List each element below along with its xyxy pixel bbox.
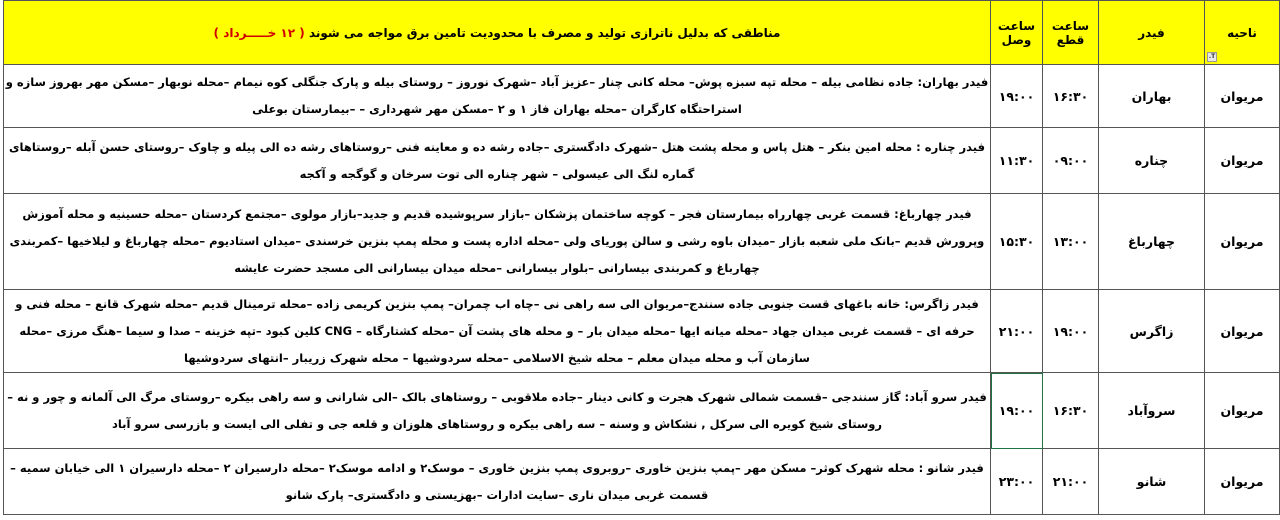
title-date: ( ۱۲ خـــــرداد )	[213, 25, 305, 40]
cut-time-cell[interactable]: ۱۶:۳۰	[1043, 373, 1099, 449]
cut-time-cell[interactable]: ۲۱:۰۰	[1043, 449, 1099, 515]
feeder-cell[interactable]: چناره	[1099, 128, 1205, 194]
region-cell[interactable]: مریوان	[1205, 373, 1280, 449]
connect-time-cell[interactable]: ۱۵:۳۰	[991, 194, 1043, 290]
header-row	[4, 1, 1280, 65]
header-connect-time-cell[interactable]	[991, 1, 1043, 65]
outage-table	[3, 0, 1280, 515]
header-title-cell[interactable]	[4, 1, 991, 65]
feeder-cell[interactable]: زاگرس	[1099, 290, 1205, 373]
cut-time-cell[interactable]: ۰۹:۰۰	[1043, 128, 1099, 194]
feeder-cell[interactable]: شانو	[1099, 449, 1205, 515]
filter-icon[interactable]: T.	[1208, 53, 1216, 60]
table-row	[4, 449, 1280, 515]
region-cell[interactable]: مریوان	[1205, 290, 1280, 373]
cut-time-cell[interactable]: ۱۹:۰۰	[1043, 290, 1099, 373]
feeder-cell[interactable]: سروآباد	[1099, 373, 1205, 449]
connect-time-cell-selected[interactable]: ۱۹:۰۰	[991, 373, 1043, 449]
areas-cell[interactable]: فیدر چناره : محله امین بنکر – هتل پاس و محله پشت هتل –شهرک دادگستری –جاده رشه ده و معاینه فنی –روستاهای رشه ده الی پیله و چاوک –روستای حسن آبله –روستاهای گماره لنگ الی عیسولی – شهر چناره الی توت سرخان و گوگجه و آکجه	[4, 128, 991, 194]
areas-cell[interactable]: فیدر زاگرس: خانه باغهای قست جنوبی جاده سنندج–مریوان الی سه راهی نی –چاه اب چمران– پمپ بنزین کریمی زاده –محله ترمینال قدیم –محله شهرک قانع – محله فنی و حرفه ای – قسمت غربی میدان جهاد –محله میانه ایها –محله میدان بار – و محله های پشت آن –محله کشتارگاه – CNG کلین کبود –تپه خزینه – صدا و سیما –هنگ مرزی –محله سازمان آب و محله میدان معلم – محله شیخ الاسلامی –محله سردوشیها – محله شهرک زریبار –انتهای سردوشیها	[4, 290, 991, 373]
feeder-cell[interactable]: بهاران	[1099, 65, 1205, 128]
region-cell[interactable]: مریوان	[1205, 449, 1280, 515]
header-feeder-cell[interactable]	[1099, 1, 1205, 65]
table-row	[4, 290, 1280, 373]
table-row	[4, 128, 1280, 194]
table-row	[4, 194, 1280, 290]
title-main: مناطقی که بدلیل ناترازی تولید و مصرف با محدودیت تامین برق مواجه می شوند	[308, 25, 781, 40]
header-connect-time-label: ساعت وصل	[997, 18, 1036, 47]
areas-cell[interactable]: فیدر شانو : محله شهرک کوثر– مسکن مهر –پمپ بنزین خاوری –روبروی پمپ بنزین خاوری – موسک۲ و ادامه موسک۲ –محله دارسیران ۲ –محله دارسیران ۱ الی خیابان سمیه –قسمت غربی میدان ناری –سایت ادارات –بهزیستی و دادگستری– پارک شانو	[4, 449, 991, 515]
table-row	[4, 65, 1280, 128]
connect-time-cell[interactable]: ۲۳:۰۰	[991, 449, 1043, 515]
header-cut-time-cell[interactable]	[1043, 1, 1099, 65]
header-region-cell[interactable]	[1205, 1, 1280, 65]
connect-time-cell[interactable]: ۱۱:۳۰	[991, 128, 1043, 194]
cut-time-cell[interactable]: ۱۳:۰۰	[1043, 194, 1099, 290]
header-feeder-label: فیدر	[1138, 25, 1165, 40]
connect-time-cell[interactable]: ۲۱:۰۰	[991, 290, 1043, 373]
cut-time-cell[interactable]: ۱۶:۳۰	[1043, 65, 1099, 128]
areas-cell[interactable]: فیدر بهاران: جاده نظامی بیله – محله تپه سبزه پوش– محله کانی چنار –عزیز آباد –شهرک نوروز – روستای بیله و پارک جنگلی کوه نیمام –محله نوبهار –مسکن مهر بهروز سازه و استراحتگاه کارگران –محله بهاران فاز ۱ و ۲ –مسکن مهر شهرداری – –بیمارستان بوعلی	[4, 65, 991, 128]
areas-cell[interactable]: فیدر چهارباغ: قسمت غربی چهارراه بیمارستان فجر – کوچه ساختمان پزشکان –بازار سرپوشیده قدیم و جدید–بازار مولوی –مجتمع کردستان –محله حسینیه و محله آموزش وپرورش قدیم –بانک ملی شعبه بازار –میدان باوه رشی و سالن پوریای ولی –محله اداره پست و محله پمپ بنزین خرسندی –میدان استادیوم –محله چهارباغ و لیلاخیها –کمربندی چهارباغ و کمربندی بیسارانی –بلوار بیسارانی –محله میدان بیسارانی الی مسجد حضرت عایشه	[4, 194, 991, 290]
feeder-cell[interactable]: چهارباغ	[1099, 194, 1205, 290]
region-cell[interactable]: مریوان	[1205, 128, 1280, 194]
header-cut-time-label: ساعت قطع	[1051, 18, 1090, 47]
region-cell[interactable]: مریوان	[1205, 194, 1280, 290]
header-region-label: ناحیه	[1227, 25, 1257, 40]
table-row	[4, 373, 1280, 449]
areas-cell[interactable]: فیدر سرو آباد: گاز سنندجی –قسمت شمالی شهرک هجرت و کانی دینار –جاده ملاقوبی – روستاهای بالک –الی شارانی و سه راهی بیکره –روستای مرگ الی آلمانه و چور و نه – روستای شیخ کویره الی سرکل , نشکاش و وسنه – سه راهی بیکره و روستاهای هلوزان و قلعه جی و تفلی الی ایست و بازرسی سرو آباد	[4, 373, 991, 449]
connect-time-cell[interactable]: ۱۹:۰۰	[991, 65, 1043, 128]
region-cell[interactable]: مریوان	[1205, 65, 1280, 128]
